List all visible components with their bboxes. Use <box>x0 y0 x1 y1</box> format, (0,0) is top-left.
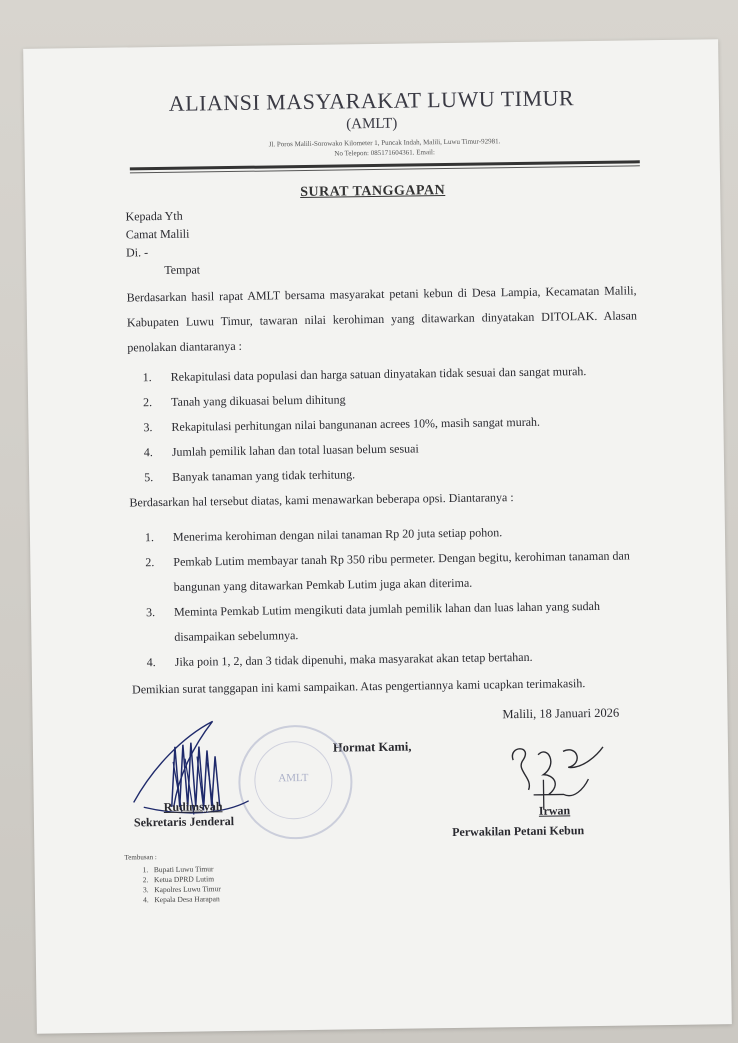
letterhead-abbreviation: (AMLT) <box>346 115 398 133</box>
cc-list <box>143 864 221 905</box>
list-text: Meminta Pemkab Lutim mengikuti data jumlah pemilik lahan dan luas lahan yang sudah disampaikan sebelumnya. <box>173 598 600 644</box>
greeting: Hormat Kami, <box>332 739 412 755</box>
stamp-label: AMLT <box>278 771 309 785</box>
cc-text: Ketua DPRD Lutim <box>153 874 215 885</box>
cc-number: 4. <box>142 895 149 905</box>
signatory-left-role: Sekretaris Jenderal <box>133 814 235 830</box>
letterhead-title: ALIANSI MASYARAKAT LUWU TIMUR <box>168 85 575 116</box>
intro-paragraph: Berdasarkan hasil rapat AMLT bersama masyarakat petani kebun di Desa Lampia, Kecamatan Malili, Kabupaten Luwu Timur, tawaran nilai kerohiman yang ditawarkan dinyatakan DITOLAK. Alasan penolakan diantaranya : <box>126 283 638 355</box>
list-text: Jika poin 1, 2, dan 3 tidak dipenuhi, maka masyarakat akan tetap bertahan. <box>174 649 533 669</box>
list-number: 2. <box>145 555 155 570</box>
list-number: 1. <box>142 370 152 385</box>
cc-text: Kapolres Luwu Timur <box>154 884 221 895</box>
cc-title: Tembusan : <box>124 853 157 862</box>
list-text: Menerima kerohiman dengan nilai tanaman Rp 20 juta setiap pohon. <box>172 525 503 544</box>
list-number: 2. <box>143 395 153 410</box>
cc-text: Kepala Desa Harapan <box>154 894 220 905</box>
reasons-list <box>143 358 640 490</box>
list-number: 4. <box>143 445 153 460</box>
list-item <box>145 543 641 600</box>
address-line-1: Jl. Poros Malili-Sorowako Kilometer 1, Puncak Indah, Malili, Luwu Timur-92981. <box>268 137 501 149</box>
list-text: Banyak tanaman yang tidak terhitung. <box>172 467 356 484</box>
cc-item <box>143 894 221 905</box>
closing-paragraph: Demikian surat tanggapan ini kami sampaikan. Atas pengertiannya kami ucapkan terimakasih. <box>132 676 586 697</box>
cc-text: Bupati Luwu Timur <box>153 864 214 875</box>
list-number: 1. <box>144 530 155 545</box>
letterhead-address <box>184 135 584 161</box>
cc-number: 3. <box>142 885 149 895</box>
options-list <box>145 518 642 675</box>
list-item <box>146 593 642 650</box>
list-number: 5. <box>144 470 154 485</box>
cc-number: 1. <box>142 865 149 875</box>
list-text: Pemkab Lutim membayar tanah Rp 350 ribu permeter. Dengan begitu, kerohiman tanaman dan bangunan yang ditawarkan Pemkab Lutim juga akan diterima. <box>173 548 630 594</box>
addressee-block <box>125 206 200 279</box>
letter-paper <box>23 39 732 1034</box>
list-number: 3. <box>143 420 153 435</box>
address-line-2: No Telepon: 085171604361. Email: <box>334 148 435 158</box>
signatory-right-role: Perwakilan Petani Kebun <box>452 823 585 839</box>
addressee-line: Di. - <box>125 245 149 260</box>
addressee-line: Kepada Yth <box>125 208 183 224</box>
list-number: 3. <box>145 605 156 620</box>
list-text: Jumlah pemilik lahan dan total luasan belum sesuai <box>171 441 419 459</box>
addressee-place: Tempat <box>164 262 201 277</box>
letter-date: Malili, 18 Januari 2026 <box>502 705 620 722</box>
addressee-line: Camat Malili <box>125 226 190 242</box>
list-number: 4. <box>146 655 156 670</box>
list-text: Rekapitulasi data populasi dan harga satuan dinyatakan tidak sesuai dan sangat murah. <box>170 364 587 384</box>
options-intro: Berdasarkan hal tersebut diatas, kami menawarkan beberapa opsi. Diantaranya : <box>129 490 514 510</box>
signatory-left-name: Rudimsyah <box>163 799 223 815</box>
list-text: Tanah yang dikuasai belum dihitung <box>171 392 346 409</box>
list-text: Rekapitulasi perhitungan nilai bangunanan acrees 10%, masih sangat murah. <box>171 414 541 434</box>
cc-number: 2. <box>142 875 149 885</box>
signatory-right-name: Irwan <box>538 803 571 818</box>
letter-heading: SURAT TANGGAPAN <box>300 183 446 201</box>
